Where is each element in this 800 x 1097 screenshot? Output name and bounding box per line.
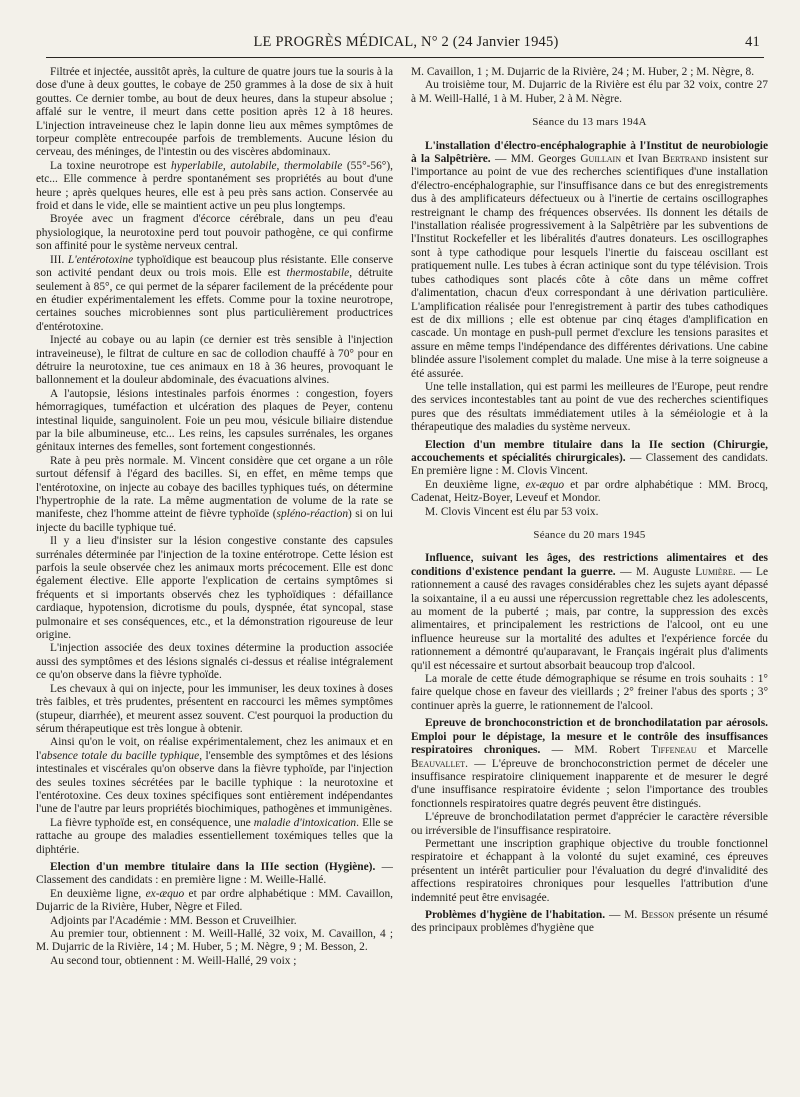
- paragraph: La fièvre typhoïde est, en conséquence, une maladie d'intoxication. Elle se rattache au groupe des maladies essentiellement toxémiques telles que la diphtérie.: [36, 816, 393, 856]
- journal-title: LE PROGRÈS MÉDICAL, N° 2 (24 Janvier 1945): [253, 34, 559, 50]
- right-column: [411, 66, 768, 1092]
- section-heading: Election d'un membre titulaire dans la IIe section (Chirurgie, accouchements et spécialités chirurgicales). — Classement des candidats. En première ligne : M. Clovis Vincent.: [411, 438, 768, 478]
- paragraph: La morale de cette étude démographique se résume en trois souhaits : 1° faire quelque chose en faveur des vieillards ; 2° freiner l'abus des sports ; 3° continuer après la guerre, le rationnement de l'alcool.: [411, 673, 768, 712]
- paragraph: Au second tour, obtiennent : M. Weill-Hallé, 29 voix ;: [50, 954, 297, 967]
- paragraph: Rate à peu près normale. M. Vincent considère que cet organe a un rôle surtout défensif à l'égard des bacilles. Si, en effet, en même temps que l'entérotoxine, on injecte au cobaye des bacilles typhiques tués, on détermine l'hypertrophie de la rate. La même augmentation de volume de la rate se manifeste, chez l'homme atteint de fièvre typhoïde (spléno-réaction) si on lui injecte du bacille typhique tué.: [36, 454, 393, 534]
- paragraph: Permettant une inscription graphique objective du trouble fonctionnel respiratoire et échappant à la volonté du sujet examiné, ces épreuves présentent un intérêt particulier pour l'évaluation du degré d'invalidité des affections respiratoires chroniques pour lesquelles l'attribution d'une indemnité peut être envisagée.: [411, 837, 768, 904]
- header-rule: [46, 57, 764, 58]
- paragraph: Filtrée et injectée, aussitôt après, la culture de quatre jours tue la souris à la dose d'une à deux gouttes, le cobaye de 250 grammes à la dose de six à huit gouttes. Ce dernier tombe, au bout de deux heures, dans la stupeur absolue ; affalé sur le ventre, il meurt dans cette position après 12 à 18 heures. L'injection intraveineuse chez le lapin donne lieu aux mêmes symptômes de torpeur complète entrecoupée parfois de tremblements. Aucune lésion du cerveau, des méninges, de l'intestin ou des viscères abdominaux.: [36, 66, 393, 159]
- session-date: Séance du 20 mars 1945: [533, 529, 646, 541]
- paragraph: A l'autopsie, lésions intestinales parfois énormes : congestion, foyers hémorragiques, tuméfaction et ulcération des plaques de Peyer, contenu intestinal liquide, sanguinolent. Foie un peu mou, vésicule biliaire distendue par la bile albumineuse, etc... Les reins, les capsules surrénales, les organes génitaux internes des femelles, sont fortement congestionnés.: [36, 387, 393, 454]
- section-heading: Election d'un membre titulaire dans la IIIe section (Hygiène). — Classement des candidats : en première ligne : M. Weille-Hallé.: [36, 860, 393, 887]
- session-date: Séance du 13 mars 194A: [532, 116, 647, 129]
- paragraph: Injecté au cobaye ou au lapin (ce dernier est très sensible à l'injection intraveineuse), le filtrat de culture en sac de collodion chauffé à 70° pour en détruire la neurotoxine, tue ces animaux en 18 à 36 heures, provoquant le ballonnement et la douleur abdominale, des évacuations alvines.: [36, 334, 393, 387]
- paragraph: Au premier tour, obtiennent : M. Weill-Hallé, 32 voix, M. Cavaillon, 4 ; M. Dujarric de la Rivière, 14 ; M. Huber, 5 ; M. Nègre, 9 ; M. Besson, 2.: [36, 928, 393, 954]
- paragraph: La toxine neurotrope est hyperlabile, autolabile, thermolabile (55°-56°), etc... Elle commence à perdre spontanément ses propriétés au bout d'une heure ; après quelques heures, elle est à peu près sans action. Conservée au froid et dans le vide, elle se maintient active un peu plus longtemps.: [36, 159, 393, 213]
- paragraph: Les chevaux à qui on injecte, pour les immuniser, les deux toxines à doses très faibles, et très prudentes, présentent en raccourci les mêmes symptômes (stupeur, diarrhée), et meurent assez souvent. C'est pourquoi la production du sérum thérapeutique est très longue à obtenir.: [36, 682, 393, 735]
- paragraph: M. Cavaillon, 1 ; M. Dujarric de la Rivière, 24 ; M. Huber, 2 ; M. Nègre, 8.: [411, 66, 755, 78]
- paragraph: Broyée avec un fragment d'écorce cérébrale, dans un peu d'eau physiologique, la neurotoxine perd tout pouvoir pathogène, ce qui confirme son affinité pour le système nerveux central.: [36, 213, 393, 253]
- paragraph: III. L'entérotoxine typhoïdique est beaucoup plus résistante. Elle conserve son activité pendant deux ou trois mois. Elle est thermostabile, détruite seulement à 85°, ce qui permet de la séparer facilement de la précédente pour en étudier expérimentalement les effets. Comme pour la toxine neurotrope, certaines souches microbiennes sont plus particulièrement productrices d'entérotoxine.: [36, 253, 393, 333]
- section-heading: Epreuve de bronchoconstriction et de bronchodilatation par aérosols. Emploi pour le dépistage, la mesure et le contrôle des insuffisances respiratoires chroniques. — MM. Robert Tiffeneau et Marcelle Beauvallet. — L'épreuve de bronchoconstriction permet de déceler une insuffisance respiratoire cliniquement inapparente et de mesurer le degré d'une insuffisance respiratoire évidente ; selon l'importance des troubles fonctionnels respiratoires quatre degrés peuvent être distingués.: [411, 717, 768, 810]
- left-column: [36, 66, 393, 1092]
- section-heading: Problèmes d'hygiène de l'habitation. — M. Besson présente un résumé des principaux problèmes d'hygiène que: [411, 908, 768, 935]
- paragraph: Ainsi qu'on le voit, on réalise expérimentalement, chez les animaux et en l'absence totale du bacille typhique, l'ensemble des symptômes et des lésions intestinales et viscérales qu'on observe dans la fièvre typhoïde, par l'injection des seules toxines sécrétées par le bacille typhique : la neurotoxine et l'entérotoxine. Ces deux toxines spécifiques sont entièrement indépendantes l'une de l'autre par leurs propriétés biochimiques, pathogènes et immunigènes.: [36, 736, 393, 816]
- paragraph: L'épreuve de bronchodilatation permet d'apprécier le caractère réversible ou irréversible de l'insuffisance respiratoire.: [411, 811, 768, 837]
- paragraph: Adjoints par l'Académie : MM. Besson et Cruveilhier.: [50, 914, 297, 927]
- page-number: 41: [745, 34, 760, 50]
- paragraph: Il y a lieu d'insister sur la lésion congestive constante des capsules surrénales déterminée par l'injection de la toxine entérotrope. Cette lésion est parfois la seule observée chez les animaux morts précocement. Elle est donc également élective. Elle apporte l'explication de certains symptômes si fréquents et si importants observés chez les typhoïdiques : défaillance cardiaque, hypotension, dicrotisme du pouls, dyspnée, état syncopal, stase pulmonaire et ses conséquences, etc., et la démonstration rigoureuse de leur origine.: [36, 535, 393, 642]
- paragraph: En deuxième ligne, ex-æquo et par ordre alphabétique : MM. Brocq, Cadenat, Heitz-Boyer, Leveuf et Mondor.: [411, 478, 768, 505]
- paragraph: Une telle installation, qui est parmi les meilleures de l'Europe, peut rendre des services incontestables tant au point de vue des recherches scientifiques pures que des résultats immédiatement utiles à la séméiologie et à la thérapeutique des maladies du système nerveux.: [411, 380, 768, 434]
- paragraph: En deuxième ligne, ex-æquo et par ordre alphabétique : MM. Cavaillon, Dujarric de la Rivière, Huber, Nègre et Filed.: [36, 887, 393, 914]
- paragraph: L'injection associée des deux toxines détermine la production associée aussi des symptômes et des lésions signalés ci-dessus et réalise intégralement ce qu'on observe dans la fièvre typhoïde.: [36, 642, 393, 682]
- paragraph: Au troisième tour, M. Dujarric de la Rivière est élu par 32 voix, contre 27 à M. Weill-Hallé, 1 à M. Huber, 2 à M. Nègre.: [411, 79, 768, 105]
- section-heading: Influence, suivant les âges, des restrictions alimentaires et des conditions d'existence pendant la guerre. — M. Auguste Lumière. — Le rationnement a causé des ravages considérables chez les sujets ayant dépassé la soixantaine, il a eu aussi une répercussion regrettable chez les adolescents, au moment de la puberté ; mais, par contre, la suppression des excès alimentaires, et principalement les restrictions de l'alcool, ont eu une influence heureuse sur la mortalité des adultes et l'expérience forcée du rationnement a démontré qu'auparavant, le Français ingérait plus d'aliments qu'il est nécessaire et surtout absorbait beaucoup trop d'alcool.: [411, 552, 768, 672]
- running-head: [52, 34, 760, 54]
- paragraph: M. Clovis Vincent est élu par 53 voix.: [425, 505, 599, 518]
- section-heading: L'installation d'électro-encéphalographie à l'Institut de neurobiologie à la Salpêtrière. — MM. Georges Guillain et Ivan Bertrand insistent sur l'importance au point de vue des recherches scientifiques d'une installation d'électro-encéphalographie, sur l'insuffisance dans ce but des enregistrements dus à des amplificateurs défectueux ou à l'inertie de certains oscillographes restreignant le champ des fréquences observées. Ils donnent les détails de l'installation réalisée progressivement à la Salpêtrière par les subventions de l'Institut Rockefeller et les libéralités d'autres donateurs. Les oscillographes sont à type cathodique pour lesquels l'inertie du faisceau oscillant est pratiquement nulle. Les tubes à écran actinique sont du type télévision. Trois tubes cathodiques sont placés côte à côte dans un même coffret d'alimentation, chacun d'eux correspondant à une dérivation particulière. L'amplification réalisée pour l'enregistrement à partir des tubes cathodiques est de dix millions ; elle est obtenue par cinq étages d'amplification en cascade. Un montage en push-pull permet d'exclure les tensions parasites et assure en même temps l'indépendance des différentes dérivations. Une cabine blindée assure l'isolement complet du malade. Une mise à la terre soigneuse a été assurée.: [411, 139, 768, 380]
